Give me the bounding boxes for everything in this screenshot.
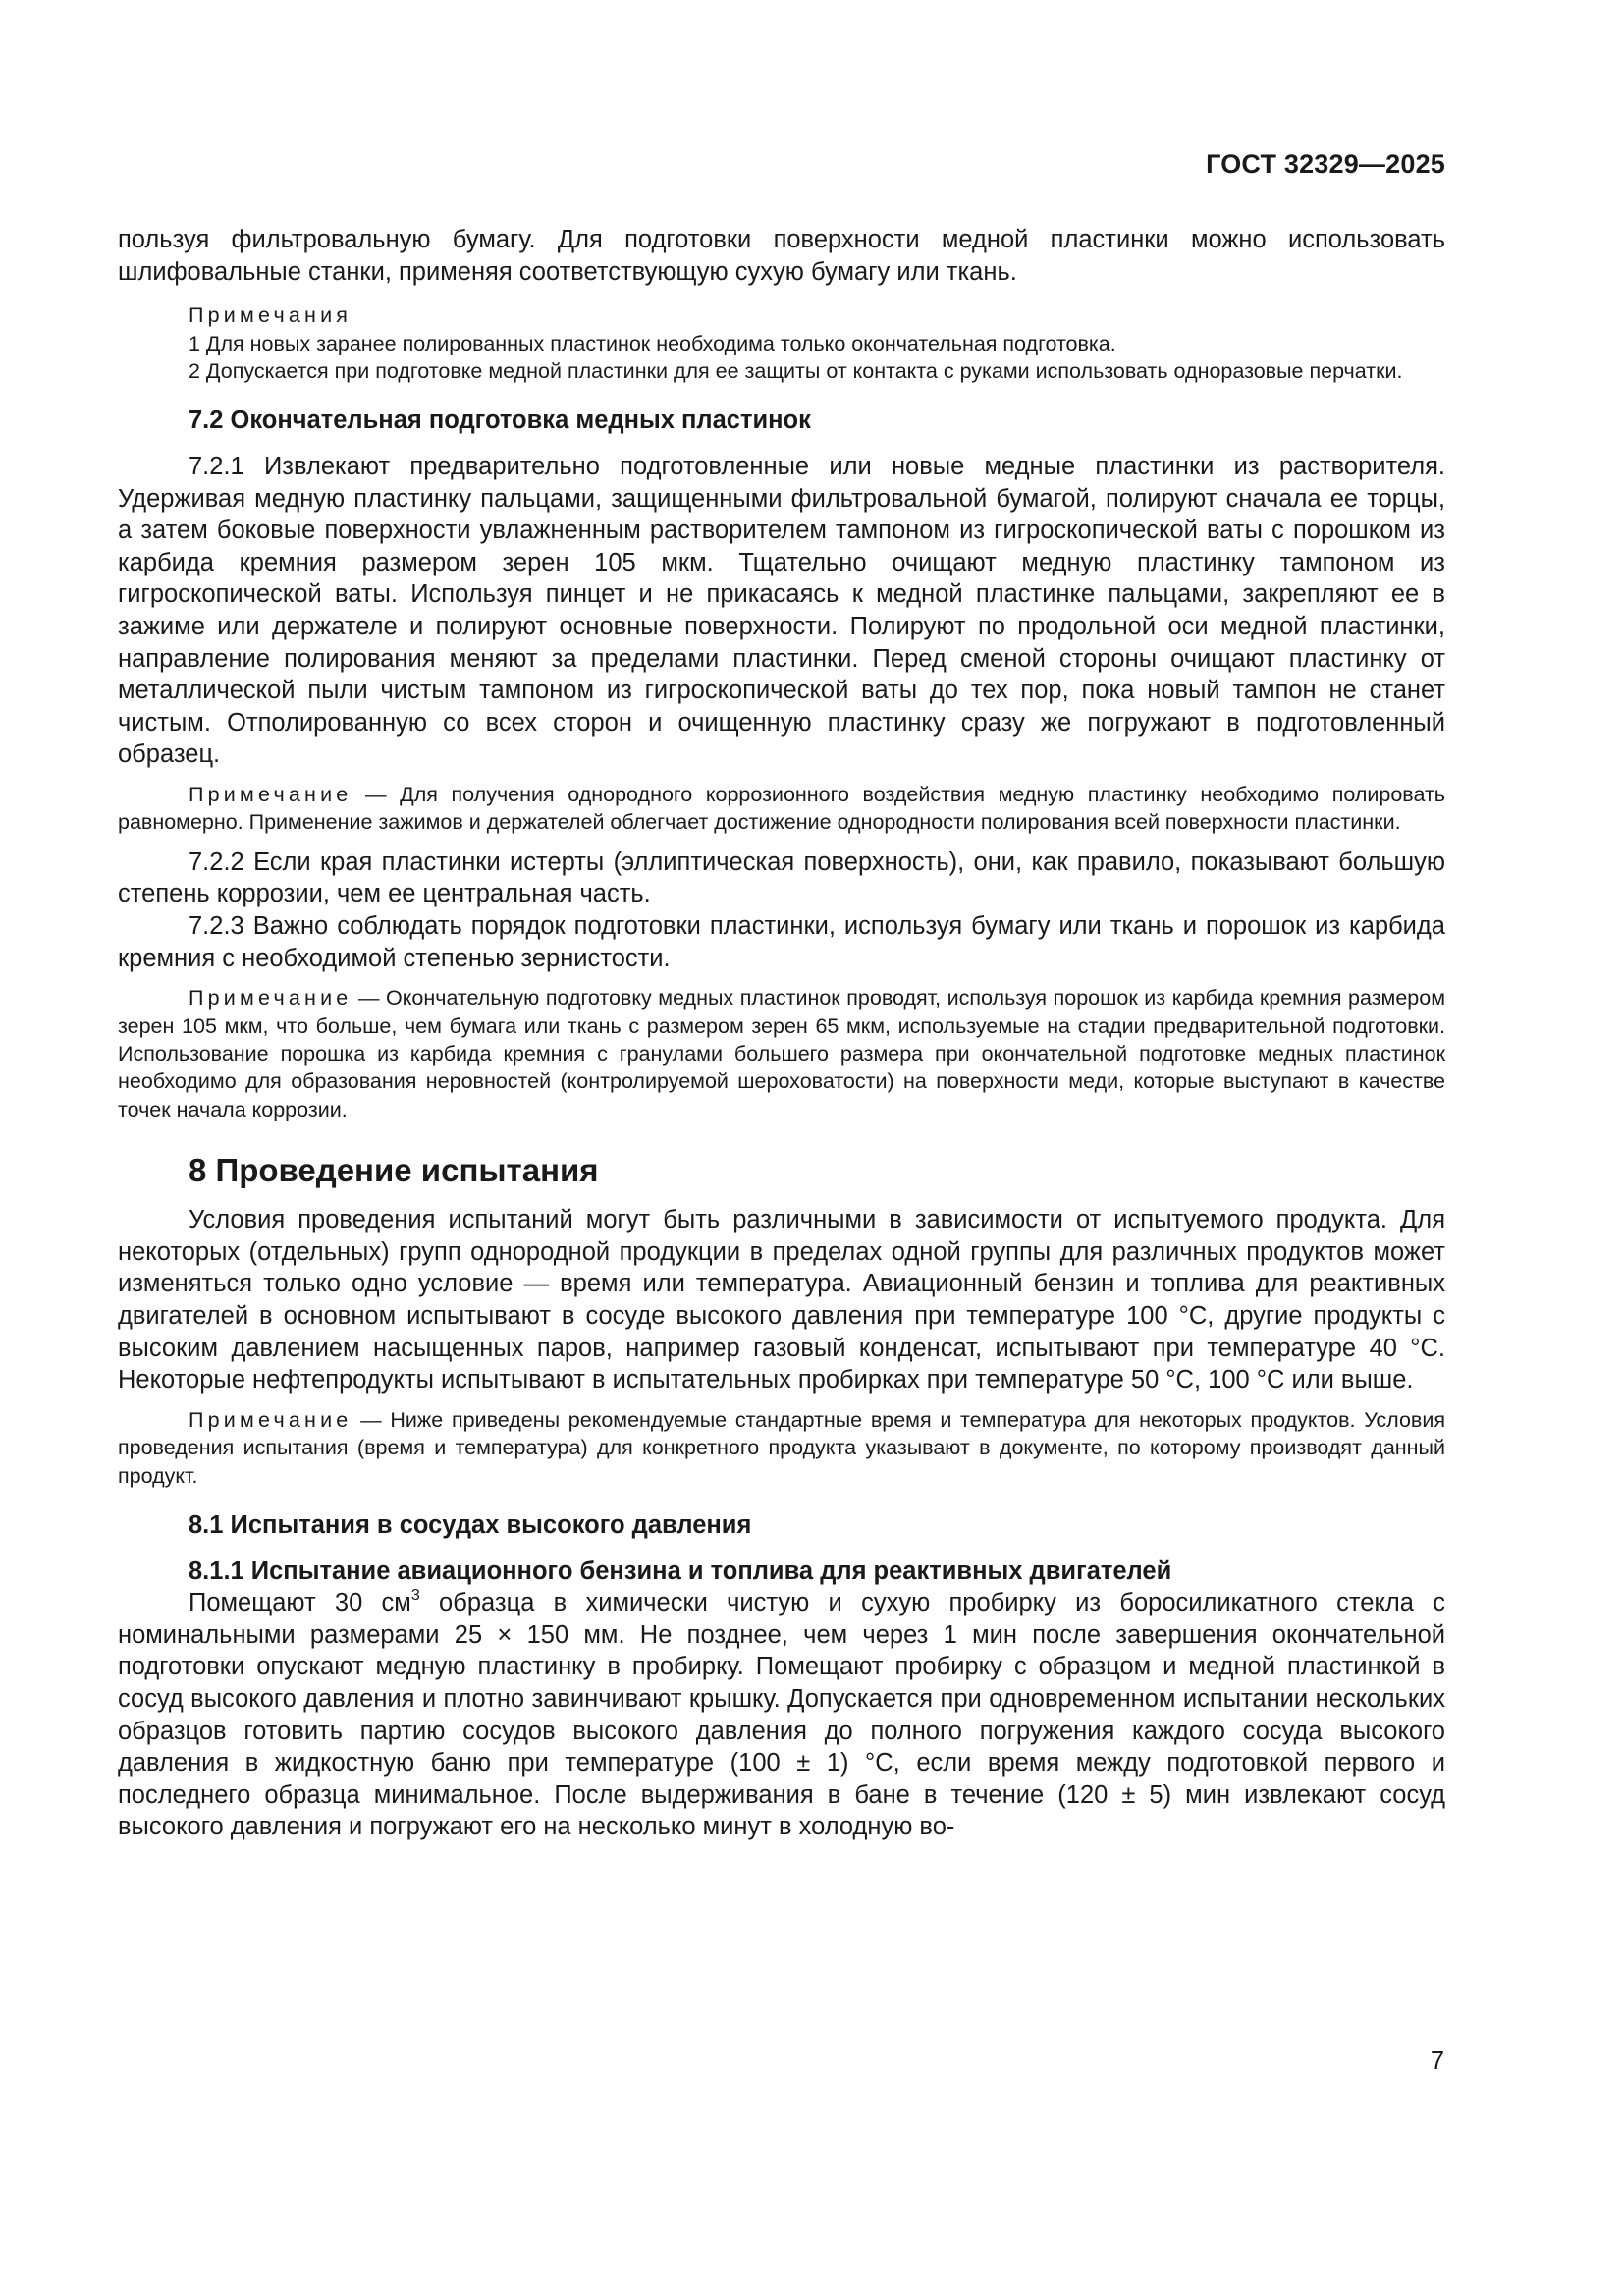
section-7-2-heading: 7.2 Окончательная подготовка медных пластинок — [189, 407, 811, 435]
paragraph-7-2-3: 7.2.3 Важно соблюдать порядок подготовки пластинки, используя бумагу или ткань и порошок из карбида кремния с необходимой степенью зернистости. — [118, 911, 1445, 972]
section-8-paragraph: Условия проведения испытаний могут быть различными в зависимости от испытуемого продукта. Для некоторых (отдельных) групп однородной продукции в пределах одной группы для различных продуктов может изменяться только одно условие — время или температура. Авиационный бензин и топлива для реактивных двигателей в основном испытывают в сосуде высокого давления при температуре 100 °С, другие продукты с высоким давлением насыщенных паров, например газовый конденсат, испытывают при температуре 40 °С. Некоторые нефтепродукты испытывают в испытательных пробирках при температуре 50 °С, 100 °С или выше. — [118, 1206, 1445, 1394]
paragraph-8-1-1-rest: образца в химически чистую и сухую пробирку из боросиликатного стекла с номинальными размерами 25 × 150 мм. Не позднее, чем через 1 мин после завершения окончательной подготовки опускают медную пластинку в пробирку. Помещают пробирку с образцом и медной пластинкой в сосуд высокого давления и плотно завинчивают крышку. Допускается при одновременном испытании нескольких образцов готовить партию сосудов высокого давления до полного погружения каждого сосуда высокого давления в жидкостную баню при температуре (100 ± 1) °С, если время между подготовкой первого и последнего образца минимальное. После выдерживания в бане в течение (120 ± 5) мин извлекают сосуд высокого давления и погружают его на несколько минут в холодную во- — [118, 1589, 1445, 1841]
notes-label-text: Примечания — [189, 303, 352, 328]
note-label: Примечание — [189, 986, 352, 1011]
section-7-2-note-1 — [118, 781, 1445, 837]
section-8-1-1-heading: 8.1.1 Испытание авиационного бензина и топлива для реактивных двигателей — [189, 1557, 1172, 1585]
intro-note-2: 2 Допускается при подготовке медной пластинки для ее защиты от контакта с руками использовать одноразовые перчатки. — [189, 359, 1403, 383]
note-text: — Ниже приведены рекомендуемые стандартные время и температура для некоторых продуктов. Условия проведения испытания (время и температура) для конкретного продукта указывают в документе, по которому производят данный продукт. — [118, 1407, 1445, 1488]
section-8-1-heading: 8.1 Испытания в сосудах высокого давления — [189, 1510, 752, 1539]
section-7-2-note-2 — [118, 984, 1445, 1123]
intro-note-1: 1 Для новых заранее полированных пластинок необходима только окончательная подготовка. — [189, 331, 1116, 355]
note-text: — Окончательную подготовку медных пластинок проводят, используя порошок из карбида кремния размером зерен 105 мкм, что больше, чем бумага или ткань с размером зерен 65 мкм, используемые на стадии предварительной подготовки. Использование порошка из карбида кремния с гранулами большего размера при окончательной подготовке медных пластинок необходимо для образования неровностей (контролируемой шероховатости) на поверхности меди, которые выступают в качестве точек начала коррозии. — [118, 986, 1445, 1121]
note-label: Примечание — [189, 1407, 352, 1432]
note-label: Примечание — [189, 782, 352, 806]
page-number: 7 — [1430, 2048, 1444, 2075]
page-body — [118, 224, 1445, 1843]
paragraph-8-1-1-start: Помещают 30 см — [189, 1589, 411, 1617]
superscript-3: 3 — [410, 1587, 420, 1605]
section-8-heading: 8 Проведение испытания — [189, 1152, 599, 1189]
section-8-note — [118, 1406, 1445, 1490]
paragraph-7-2-2: 7.2.2 Если края пластинки истерты (эллиптическая поверхность), они, как правило, показывают большую степень коррозии, чем ее центральная часть. — [118, 847, 1445, 908]
paragraph-8-1-1 — [118, 1587, 1445, 1843]
document-id-header: ГОСТ 32329—2025 — [1206, 149, 1445, 179]
paragraph-7-2-1: 7.2.1 Извлекают предварительно подготовленные или новые медные пластинки из растворителя. Удерживая медную пластинку пальцами, защищенными фильтровальной бумагой, полируют сначала ее торцы, а затем боковые поверхности увлажненным растворителем тампоном из гигроскопической ваты с порошком из карбида кремния размером зерен 105 мкм. Тщательно очищают медную пластинку тампоном из гигроскопической ваты. Используя пинцет и не прикасаясь к медной пластинке пальцами, закрепляют ее в зажиме или держателе и полируют основные поверхности. Полируют по продольной оси медной пластинки, направление полирования меняют за пределами пластинки. Перед сменой стороны очищают пластинку от металлической пыли чистым тампоном из гигроскопической ваты до тех пор, пока новый тампон не станет чистым. Отполированную со всех сторон и очищенную пластинку сразу же погружают в подготовленный образец. — [118, 453, 1445, 769]
notes-label — [118, 301, 1445, 329]
intro-paragraph: пользуя фильтровальную бумагу. Для подготовки поверхности медной пластинки можно использовать шлифовальные станки, применяя соответствующую сухую бумагу или ткань. — [118, 226, 1445, 286]
note-text: — Для получения однородного коррозионного воздействия медную пластинку необходимо полировать равномерно. Применение зажимов и держателей облегчает достижение однородности полирования всей поверхности пластинки. — [118, 782, 1445, 835]
